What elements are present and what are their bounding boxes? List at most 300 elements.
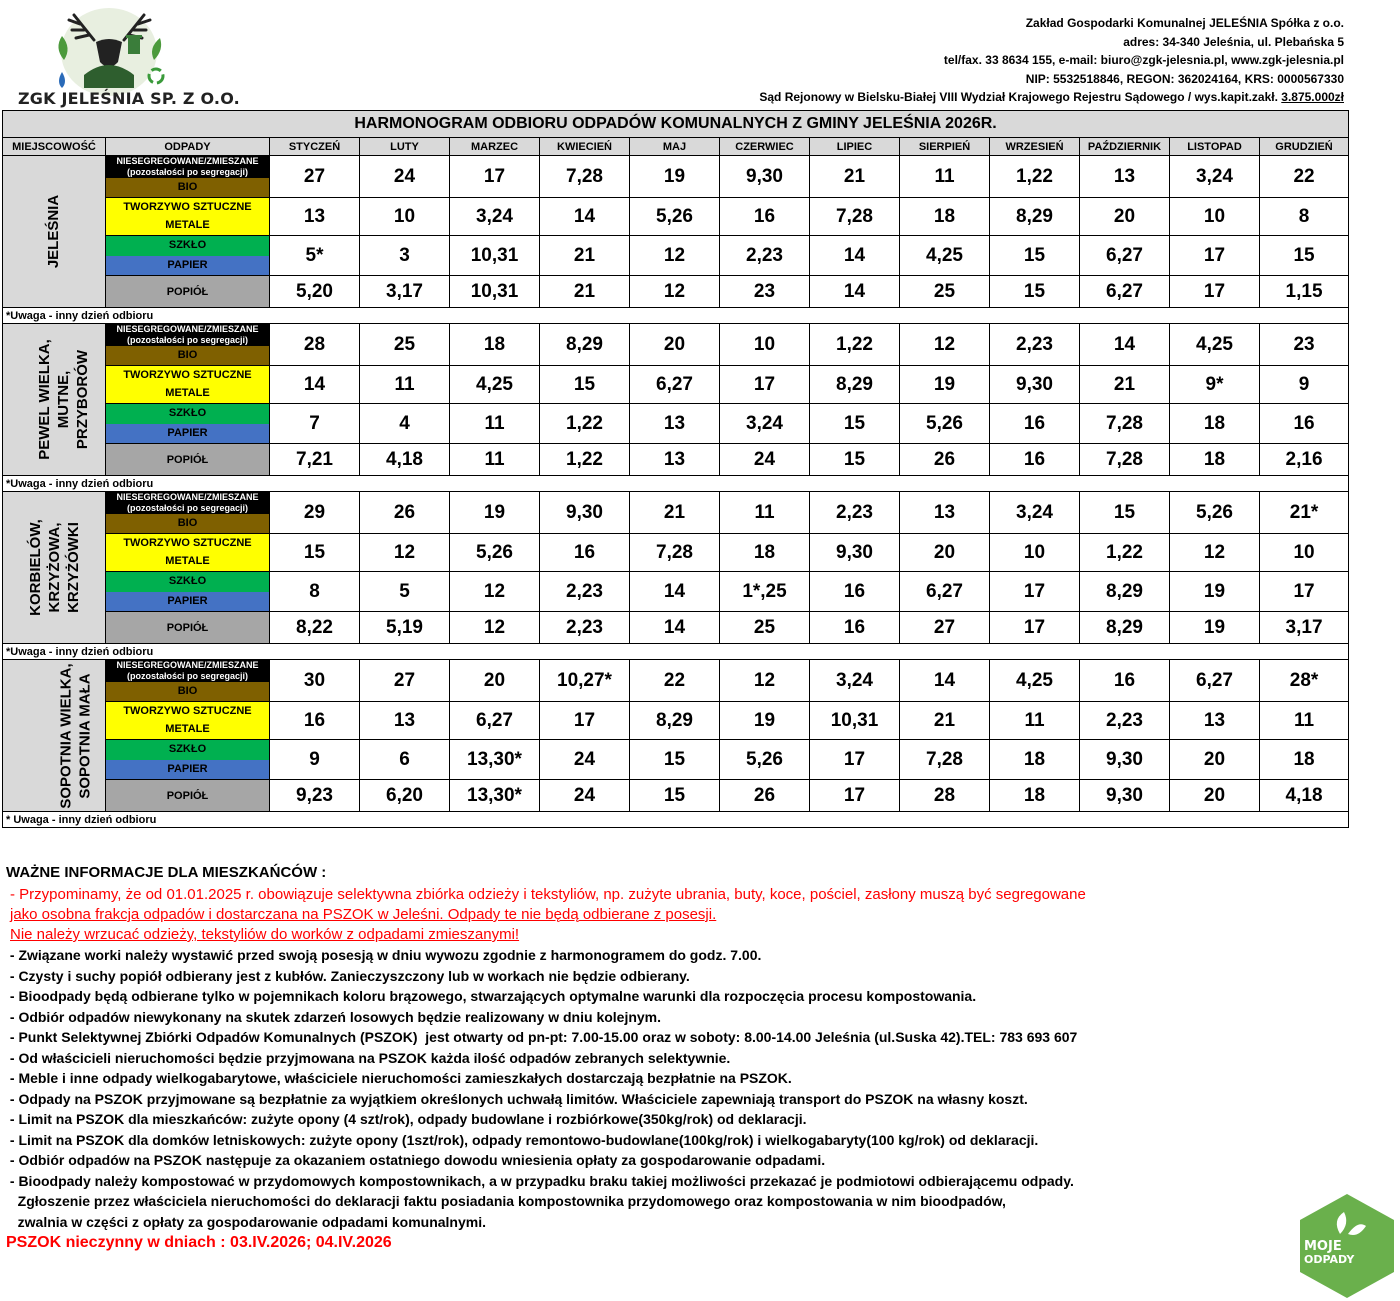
pickup-dates: 13 [630,444,720,476]
pickup-dates: 13 [270,198,360,236]
schedule-row [3,612,1349,644]
pickup-dates: 2,23 [720,236,810,276]
waste-glass: SZKŁO [106,404,269,424]
pickup-dates: 4,25 [900,236,990,276]
company-line: Zakład Gospodarki Komunalnej JELEŚNIA Spółka z o.o. [1025,16,1344,30]
pickup-dates: 4,25 [1170,324,1260,366]
pickup-dates: 21 [900,702,990,740]
pickup-dates: 23 [720,276,810,308]
pickup-dates: 13,30* [450,780,540,812]
column-header-month: LISTOPAD [1170,138,1260,156]
pickup-dates: 7,28 [540,156,630,198]
pickup-dates: 18 [990,780,1080,812]
pickup-dates: 20 [1080,198,1170,236]
pickup-dates: 1,15 [1260,276,1349,308]
pickup-dates: 9,30 [810,534,900,572]
pickup-dates: 8 [270,572,360,612]
pickup-dates: 21 [630,492,720,534]
location-name [3,660,106,812]
pickup-dates: 13 [1080,156,1170,198]
pickup-dates: 29 [270,492,360,534]
pickup-dates: 11 [720,492,810,534]
pickup-dates: 2,23 [810,492,900,534]
pickup-dates: 18 [990,740,1080,780]
pickup-dates: 12 [720,660,810,702]
pickup-dates: 6,27 [630,366,720,404]
pickup-dates: 1,22 [990,156,1080,198]
pickup-dates: 1,22 [540,404,630,444]
pickup-dates: 12 [450,612,540,644]
pickup-dates: 10 [1170,198,1260,236]
waste-metal: METALE [106,721,269,740]
pickup-dates: 4,18 [1260,780,1349,812]
info-heading: WAŻNE INFORMACJE DLA MIESZKAŃCÓW : [6,864,327,881]
waste-ash: POPIÓŁ [106,276,270,308]
company-line: adres: 34-340 Jeleśnia, ul. Plebańska 5 [1123,34,1344,49]
location-label: KORBIELÓW, KRZYŻOWA, KRZYŻÓWKI [26,519,82,616]
pickup-dates: 2,23 [540,572,630,612]
waste-glass: SZKŁO [106,236,269,256]
waste-mixed [106,660,269,682]
schedule-row [3,276,1349,308]
pickup-dates: 3 [360,236,450,276]
pickup-dates: 10,31 [810,702,900,740]
pickup-dates: 16 [990,444,1080,476]
pickup-dates: 12 [900,324,990,366]
pickup-dates: 10 [720,324,810,366]
pickup-dates: 14 [540,198,630,236]
pickup-dates: 14 [1080,324,1170,366]
pickup-dates: 4,25 [450,366,540,404]
pickup-dates: 11 [1260,702,1349,740]
pickup-dates: 8,29 [1080,612,1170,644]
pickup-dates: 6,27 [1170,660,1260,702]
column-header-month: WRZESIEŃ [990,138,1080,156]
pickup-dates: 7,28 [900,740,990,780]
pickup-dates: 11 [990,702,1080,740]
pickup-dates: 8,29 [630,702,720,740]
pickup-dates: 12 [360,534,450,572]
waste-mixed-label: NIESEGREGOWANE/ZMIESZANE [116,324,259,334]
pickup-dates: 3,24 [1170,156,1260,198]
column-header-month: STYCZEŃ [270,138,360,156]
info-item: - Odbiór odpadów niewykonany na skutek zdarzeń losowych będzie realizowany w dniu kolejnym. [6,1008,662,1025]
info-item: - Odbiór odpadów na PSZOK następuje za okazaniem ostatniego dowodu wniesienia opłaty za gospodarowanie odpadami. [6,1152,826,1168]
pickup-dates: 10 [360,198,450,236]
pickup-dates: 6,27 [1080,236,1170,276]
column-header-month: LIPIEC [810,138,900,156]
pickup-dates: 25 [900,276,990,308]
note-row [3,308,1349,324]
schedule-row [3,198,1349,236]
court-line: Sąd Rejonowy w Bielsku-Białej VIII Wydział Krajowego Rejestru Sądowego / wys.kapit.zakł. 3.875.000zł [759,90,1344,105]
waste-mixed [106,156,269,178]
pickup-dates: 18 [1260,740,1349,780]
pickup-dates: 14 [270,366,360,404]
pickup-dates: 21 [540,276,630,308]
waste-bio: BIO [106,682,269,701]
waste-mixed-label: NIESEGREGOWANE/ZMIESZANE [116,660,259,670]
waste-paper: PAPIER [106,256,269,276]
logo-text: ZGK JELEŚNIA SP. Z O.O. [18,89,240,108]
pickup-dates: 6,27 [450,702,540,740]
location-name [3,492,106,644]
pickup-dates: 25 [360,324,450,366]
pickup-dates: 9,23 [270,780,360,812]
pickup-dates: 19 [1170,612,1260,644]
pickup-dates: 3,24 [450,198,540,236]
pickup-dates: 15 [1080,492,1170,534]
pickup-dates: 9,30 [990,366,1080,404]
pickup-dates: 24 [540,780,630,812]
pickup-dates: 18 [720,534,810,572]
notice-line: - Przypominamy, że od 01.01.2025 r. obowiązuje selektywna zbiórka odzieży i tekstyliów, np. zużyte ubrania, buty, koce, pościel, zasłony muszą być segregowane [10,886,1086,903]
pickup-dates: 17 [1170,236,1260,276]
schedule-row [3,324,1349,366]
pickup-dates: 2,23 [990,324,1080,366]
info-item: - Limit na PSZOK dla domków letniskowych: zużyte opony (1szt/rok), odpady remontowo-budowlane(100kg/rok) i wielkogabaryty(100 kg/rok) od deklaracji. [6,1131,1039,1148]
column-header-month: MAJ [630,138,720,156]
waste-plastic: TWORZYWO SZTUCZNE [106,198,269,217]
column-header-month: GRUDZIEŃ [1260,138,1349,156]
info-list [6,945,1306,1232]
column-header-month: CZERWIEC [720,138,810,156]
pickup-dates: 5 [360,572,450,612]
note-text: *Uwaga - inny dzień odbioru [3,308,1349,324]
badge-line1: MOJE [1304,1239,1342,1254]
notice-line: jako osobna frakcja odpadów i dostarczana na PSZOK w Jeleśni. Odpady te nie będą odbierane z posesji. [10,906,717,923]
pickup-dates: 1,22 [1080,534,1170,572]
pickup-dates: 6,27 [900,572,990,612]
pickup-dates: 1,22 [540,444,630,476]
waste-plastic: TWORZYWO SZTUCZNE [106,534,269,553]
pickup-dates: 20 [1170,740,1260,780]
pickup-dates: 14 [810,276,900,308]
pickup-dates: 10,31 [450,276,540,308]
pickup-dates: 21 [1080,366,1170,404]
pickup-dates: 9,30 [720,156,810,198]
waste-metal: METALE [106,553,269,572]
location-label: PEWEL WIELKA, MUTNE, PRZYBORÓW [35,339,91,460]
pickup-dates: 15 [990,236,1080,276]
pickup-dates: 18 [1170,444,1260,476]
pickup-dates: 9 [1260,366,1349,404]
pickup-dates: 5,19 [360,612,450,644]
pickup-dates: 14 [810,236,900,276]
note-text: *Uwaga - inny dzień odbioru [3,644,1349,660]
waste-glass: SZKŁO [106,740,269,760]
textile-notice [10,885,1306,945]
pickup-dates: 24 [540,740,630,780]
pickup-dates: 11 [450,444,540,476]
pickup-dates: 3,17 [360,276,450,308]
column-header-month: KWIECIEŃ [540,138,630,156]
pickup-dates: 21 [810,156,900,198]
pickup-dates: 20 [900,534,990,572]
company-line: tel/fax. 33 8634 155, e-mail: biuro@zgk-jelesnia.pl, www.zgk-jelesnia.pl [943,53,1344,68]
waste-mixed [106,324,269,346]
pickup-dates: 19 [720,702,810,740]
badge-line2: ODPADY [1304,1253,1355,1266]
notice-line: Nie należy wrzucać odzieży, tekstyliów do worków z odpadami zmieszanymi! [10,926,520,943]
pickup-dates: 9,30 [1080,740,1170,780]
pickup-dates: 13,30* [450,740,540,780]
pickup-dates: 17 [990,572,1080,612]
waste-mixed-sublabel: (pozostałości po segregacji) [126,671,249,681]
waste-bio: BIO [106,514,269,533]
schedule-row [3,492,1349,534]
info-item: - Bioodpady będą odbierane tylko w pojemnikach koloru brązowego, stwarzających optymalne warunki dla rozpoczęcia procesu kompostowania. [6,988,977,1004]
pickup-dates: 6,27 [1080,276,1170,308]
pickup-dates: 8,22 [270,612,360,644]
schedule-table [2,110,1349,828]
column-header-waste: ODPADY [106,138,270,156]
pszok-closed-notice: PSZOK nieczynny w dniach : 03.IV.2026; 04.IV.2026 [6,1234,392,1251]
pickup-dates: 12 [450,572,540,612]
pickup-dates: 5,26 [900,404,990,444]
pickup-dates: 18 [900,198,990,236]
pickup-dates: 2,16 [1260,444,1349,476]
pickup-dates: 8,29 [810,366,900,404]
info-item: - Punkt Selektywnej Zbiórki Odpadów Komunalnych (PSZOK) jest otwarty od pn-pt: 7.00-15.00 oraz w soboty: 8.00-14.00 Jeleśnia (ul.Suska 42).TEL: 783 693 607 [6,1029,1078,1045]
waste-paper: PAPIER [106,592,269,612]
company-line: NIP: 5532518846, REGON: 362024164, KRS: 0000567330 [1025,71,1344,86]
info-item: Zgłoszenie przez właściciela nieruchomości do deklaracji faktu posiadania kompostownika przydomowego oraz kompostowania w nim bioodpadów, [6,1193,1006,1209]
pickup-dates: 8,29 [540,324,630,366]
waste-mixed-sublabel: (pozostałości po segregacji) [126,167,249,177]
waste-bio: BIO [106,178,269,197]
location-name [3,324,106,476]
capital: 3.875.000zł [1281,90,1344,105]
pickup-dates: 26 [720,780,810,812]
waste-bio: BIO [106,346,269,365]
waste-mixed [106,492,269,514]
pickup-dates: 14 [630,572,720,612]
waste-mixed-label: NIESEGREGOWANE/ZMIESZANE [116,492,259,502]
location-label: SOPOTNIA WIELKA, SOPOTNIA MAŁA [57,662,94,809]
pickup-dates: 1*,25 [720,572,810,612]
pickup-dates: 16 [270,702,360,740]
pickup-dates: 15 [630,740,720,780]
schedule-row [3,660,1349,702]
pickup-dates: 5* [270,236,360,276]
waste-mixed-sublabel: (pozostałości po segregacji) [126,503,249,513]
column-header-month: LUTY [360,138,450,156]
pickup-dates: 24 [360,156,450,198]
schedule-title: HARMONOGRAM ODBIORU ODPADÓW KOMUNALNYCH Z GMINY JELEŚNIA 2026R. [3,111,1349,138]
waste-plastic: TWORZYWO SZTUCZNE [106,702,269,721]
pickup-dates: 7,28 [630,534,720,572]
pickup-dates: 11 [450,404,540,444]
pickup-dates: 18 [1170,404,1260,444]
schedule-row [3,404,1349,444]
pickup-dates: 9* [1170,366,1260,404]
pickup-dates: 18 [450,324,540,366]
info-item: - Czysty i suchy popiół odbierany jest z kubłów. Zanieczyszczony lub w workach nie będzie odbierany. [6,967,690,984]
pickup-dates: 25 [720,612,810,644]
pickup-dates: 15 [1260,236,1349,276]
pickup-dates: 30 [270,660,360,702]
schedule-row [3,366,1349,404]
pickup-dates: 17 [990,612,1080,644]
pickup-dates: 10 [990,534,1080,572]
pickup-dates: 12 [1170,534,1260,572]
pickup-dates: 5,26 [720,740,810,780]
info-item: - Meble i inne odpady wielkogabarytowe, właściciele nieruchomości zamieszkałych dostarczają bezpłatnie na PSZOK. [6,1070,792,1086]
pickup-dates: 7,28 [810,198,900,236]
waste-mixed-label: NIESEGREGOWANE/ZMIESZANE [116,156,259,166]
waste-metal: METALE [106,217,269,236]
pickup-dates: 26 [900,444,990,476]
pickup-dates: 15 [630,780,720,812]
pickup-dates: 15 [810,404,900,444]
pickup-dates: 26 [360,492,450,534]
pickup-dates: 28 [270,324,360,366]
pickup-dates: 9,30 [540,492,630,534]
pickup-dates: 21* [1260,492,1349,534]
pickup-dates: 13 [1170,702,1260,740]
pickup-dates: 20 [630,324,720,366]
header-row [3,138,1349,156]
pickup-dates: 6 [360,740,450,780]
column-header-month: MARZEC [450,138,540,156]
pickup-dates: 15 [810,444,900,476]
info-item: - Bioodpady należy kompostować w przydomowych kompostownikach, a w przypadku braku takiej możliwości przekazać je podmiotowi odbierającemu odpady. [6,1172,1074,1189]
pickup-dates: 17 [1170,276,1260,308]
pickup-dates: 4,18 [360,444,450,476]
pickup-dates: 8,29 [990,198,1080,236]
pickup-dates: 21 [540,236,630,276]
note-row [3,644,1349,660]
pickup-dates: 17 [720,366,810,404]
pickup-dates: 7,28 [1080,444,1170,476]
moje-odpady-badge [1292,1190,1400,1300]
pickup-dates: 22 [1260,156,1349,198]
pickup-dates: 12 [630,236,720,276]
information-section [6,864,1306,1252]
schedule-row [3,236,1349,276]
pickup-dates: 17 [540,702,630,740]
pickup-dates: 10,27* [540,660,630,702]
info-item: - Od właścicieli nieruchomości będzie przyjmowana na PSZOK każda ilość odpadów zebranych selektywnie. [6,1049,731,1066]
pickup-dates: 19 [900,366,990,404]
pickup-dates: 28* [1260,660,1349,702]
pickup-dates: 27 [270,156,360,198]
pickup-dates: 20 [450,660,540,702]
pickup-dates: 3,24 [810,660,900,702]
schedule-row [3,702,1349,740]
pickup-dates: 16 [1260,404,1349,444]
pickup-dates: 13 [630,404,720,444]
pickup-dates: 8,29 [1080,572,1170,612]
pickup-dates: 17 [1260,572,1349,612]
schedule-row [3,156,1349,198]
column-header-location: MIEJSCOWOŚĆ [3,138,106,156]
pickup-dates: 16 [540,534,630,572]
location-label: JELEŚNIA [45,194,63,269]
waste-ash: POPIÓŁ [106,612,270,644]
pickup-dates: 16 [810,572,900,612]
pickup-dates: 2,23 [540,612,630,644]
pickup-dates: 27 [360,660,450,702]
info-item: - Limit na PSZOK dla mieszkańców: zużyte opony (4 szt/rok), odpady budowlane i rozbiórkowe(350kg/rok) od deklaracji. [6,1111,807,1127]
pickup-dates: 19 [1170,572,1260,612]
schedule-row [3,740,1349,780]
pickup-dates: 9,30 [1080,780,1170,812]
pickup-dates: 4 [360,404,450,444]
pickup-dates: 17 [810,740,900,780]
pickup-dates: 14 [900,660,990,702]
pickup-dates: 13 [360,702,450,740]
pickup-dates: 16 [1080,660,1170,702]
pickup-dates: 5,26 [1170,492,1260,534]
waste-mixed-sublabel: (pozostałości po segregacji) [126,335,249,345]
pickup-dates: 15 [540,366,630,404]
note-text: * Uwaga - inny dzień odbioru [3,812,1349,828]
company-info [584,14,1344,107]
schedule-row [3,534,1349,572]
pickup-dates: 1,22 [810,324,900,366]
location-name [3,156,106,308]
pickup-dates: 24 [720,444,810,476]
waste-ash: POPIÓŁ [106,780,270,812]
pickup-dates: 5,20 [270,276,360,308]
pickup-dates: 7 [270,404,360,444]
schedule-row [3,780,1349,812]
pickup-dates: 16 [990,404,1080,444]
note-row [3,812,1349,828]
pickup-dates: 12 [630,276,720,308]
waste-paper: PAPIER [106,424,269,444]
pickup-dates: 28 [900,780,990,812]
waste-plastic: TWORZYWO SZTUCZNE [106,366,269,385]
pickup-dates: 16 [720,198,810,236]
pickup-dates: 10 [1260,534,1349,572]
pickup-dates: 15 [990,276,1080,308]
waste-metal: METALE [106,385,269,404]
pickup-dates: 19 [630,156,720,198]
pickup-dates: 7,28 [1080,404,1170,444]
pickup-dates: 11 [900,156,990,198]
pickup-dates: 3,17 [1260,612,1349,644]
pickup-dates: 23 [1260,324,1349,366]
pickup-dates: 17 [810,780,900,812]
pickup-dates: 3,24 [720,404,810,444]
waste-ash: POPIÓŁ [106,444,270,476]
schedule-row [3,572,1349,612]
pickup-dates: 17 [450,156,540,198]
waste-glass: SZKŁO [106,572,269,592]
pickup-dates: 6,20 [360,780,450,812]
pickup-dates: 14 [630,612,720,644]
pickup-dates: 10,31 [450,236,540,276]
pickup-dates: 13 [900,492,990,534]
note-row [3,476,1349,492]
column-header-month: PAŹDZIERNIK [1080,138,1170,156]
waste-paper: PAPIER [106,760,269,780]
pickup-dates: 5,26 [630,198,720,236]
pickup-dates: 20 [1170,780,1260,812]
info-item: zwalnia w części z opłaty za gospodarowanie odpadami komunalnymi. [6,1213,486,1230]
column-header-month: SIERPIEŃ [900,138,990,156]
pickup-dates: 5,26 [450,534,540,572]
pickup-dates: 11 [360,366,450,404]
pickup-dates: 22 [630,660,720,702]
pickup-dates: 19 [450,492,540,534]
info-item: - Odpady na PSZOK przyjmowane są bezpłatnie za wyjątkiem określonych uchwałą limitów. Właściciele zapewniają transport do PSZOK na własny koszt. [6,1090,1028,1107]
pickup-dates: 7,21 [270,444,360,476]
pickup-dates: 8 [1260,198,1349,236]
